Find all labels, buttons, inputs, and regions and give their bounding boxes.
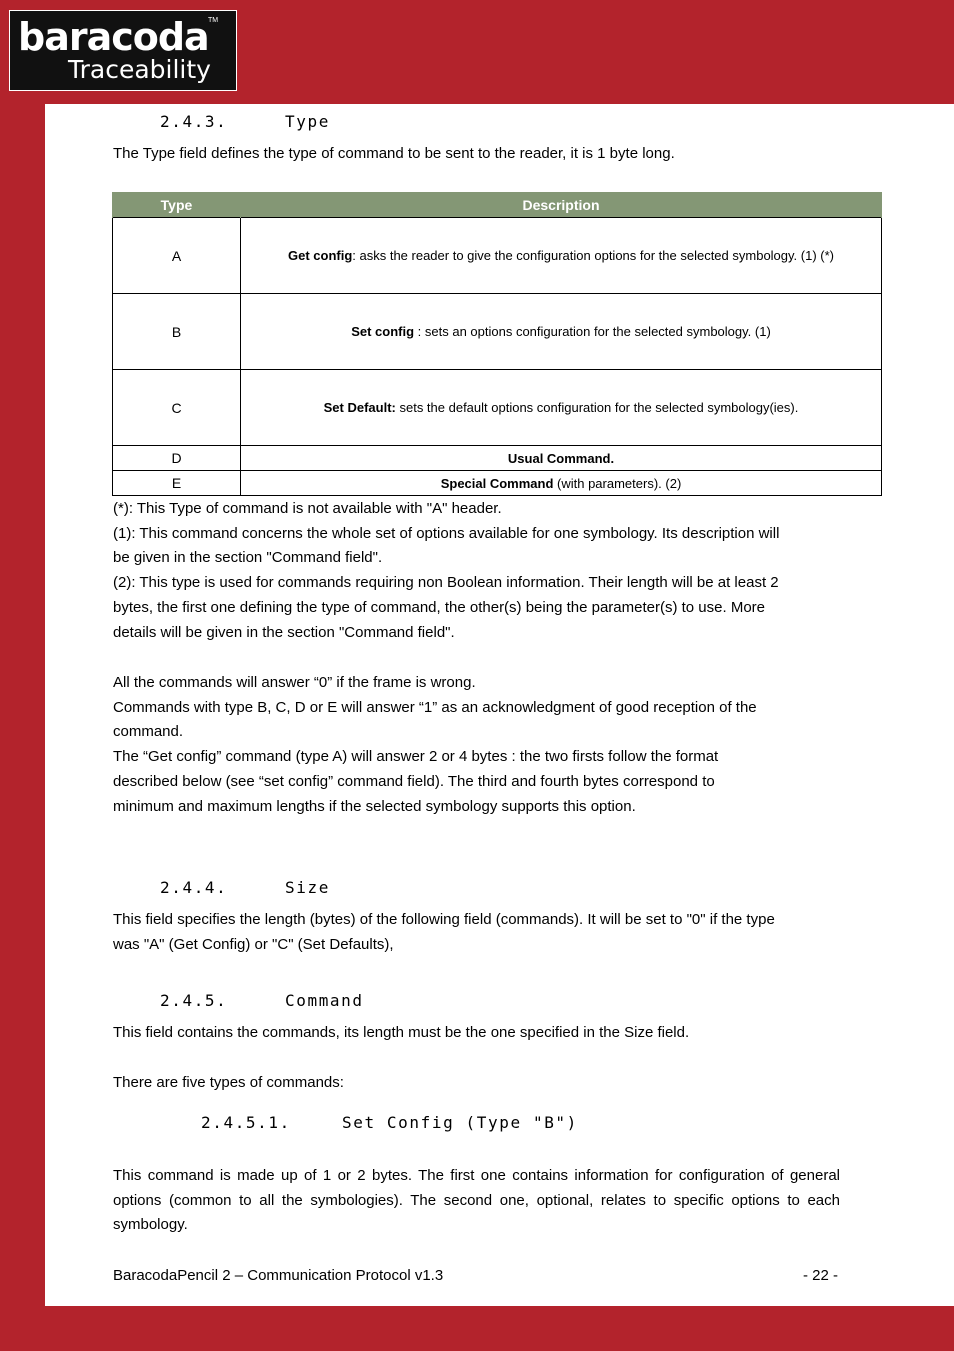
note-line: (2): This type is used for commands requiring non Boolean information. Their length will be at least 2 bbox=[113, 574, 779, 592]
section-title: Type bbox=[285, 112, 330, 131]
answer-line: Commands with type B, C, D or E will answer “1” as an acknowledgment of good reception of the bbox=[113, 698, 757, 716]
description-bold: Get config bbox=[287, 248, 353, 263]
description-cell bbox=[241, 471, 882, 496]
section-title: Size bbox=[285, 878, 330, 897]
five-types-text: There are five types of commands: bbox=[113, 1074, 344, 1091]
description-cell bbox=[241, 446, 882, 471]
section-number: 2.4.5.1. bbox=[201, 1113, 291, 1132]
description-rest: sets the default options configuration for the selected symbology(ies). bbox=[395, 400, 799, 415]
answer-line: The “Get config” command (type A) will answer 2 or 4 bytes : the two firsts follow the format bbox=[113, 748, 719, 766]
footer-page-number: - 22 - bbox=[803, 1267, 839, 1284]
section-number: 2.4.3. bbox=[160, 112, 228, 131]
column-header-type: Type bbox=[113, 192, 241, 218]
description-rest: : sets an options configuration for the selected symbology. (1) bbox=[414, 324, 771, 339]
description-cell bbox=[241, 218, 882, 294]
size-text bbox=[113, 908, 843, 957]
size-line: This field specifies the length (bytes) of the following field (commands). It will be set to "0" if the type bbox=[113, 911, 775, 928]
baracoda-logo bbox=[9, 10, 237, 91]
table-row bbox=[113, 370, 882, 446]
type-cell: D bbox=[113, 446, 241, 471]
section-title: Set Config (Type "B") bbox=[342, 1113, 578, 1132]
type-notes bbox=[113, 497, 843, 645]
logo-trademark: TM bbox=[208, 17, 219, 24]
type-intro-text: The Type field defines the type of command to be sent to the reader, it is 1 byte long. bbox=[113, 145, 675, 162]
type-cell: B bbox=[113, 294, 241, 370]
command-text: This field contains the commands, its length must be the one specified in the Size field. bbox=[113, 1024, 690, 1041]
table-row bbox=[113, 471, 882, 496]
description-cell bbox=[241, 294, 882, 370]
answers-text bbox=[113, 671, 843, 819]
description-bold: Set config bbox=[351, 324, 415, 339]
logo-brand: baracoda bbox=[18, 15, 209, 59]
type-table bbox=[112, 192, 882, 496]
answer-line: described below (see “set config” command field). The third and fourth bytes correspond to bbox=[113, 772, 715, 790]
answer-line: minimum and maximum lengths if the selected symbology supports this option. bbox=[113, 797, 636, 815]
note-line: bytes, the first one defining the type of command, the other(s) being the parameter(s) to use. More bbox=[113, 598, 766, 616]
section-title: Command bbox=[285, 991, 364, 1010]
note-line: be given in the section "Command field". bbox=[113, 549, 383, 567]
section-number: 2.4.5. bbox=[160, 991, 228, 1010]
column-header-description: Description bbox=[241, 192, 882, 218]
type-cell: C bbox=[113, 370, 241, 446]
description-cell bbox=[241, 370, 882, 446]
answer-line: All the commands will answer “0” if the frame is wrong. bbox=[113, 674, 476, 691]
footer-document-title: BaracodaPencil 2 – Communication Protocol v1.3 bbox=[113, 1267, 444, 1284]
table-row bbox=[113, 218, 882, 294]
note-line: (1): This command concerns the whole set of options available for one symbology. Its description will bbox=[113, 524, 780, 542]
note-line: details will be given in the section "Command field". bbox=[113, 623, 455, 641]
logo-subtitle: Traceability bbox=[68, 55, 211, 84]
description-bold: Usual Command. bbox=[507, 450, 615, 466]
description-bold: Set Default: bbox=[323, 400, 396, 415]
table-header-row bbox=[113, 192, 882, 218]
table-row bbox=[113, 446, 882, 471]
type-cell: A bbox=[113, 218, 241, 294]
size-line: was "A" (Get Config) or "C" (Set Defaults), bbox=[113, 935, 394, 953]
set-config-text: This command is made up of 1 or 2 bytes. The first one contains information for configuration of general options (common to all the symbologies). The second one, optional, relates to specific options to each symbology. bbox=[113, 1167, 840, 1234]
answer-line: command. bbox=[113, 723, 184, 741]
note-line: (*): This Type of command is not available with "A" header. bbox=[113, 500, 502, 517]
description-bold: Special Command bbox=[440, 475, 554, 491]
description-rest: : asks the reader to give the configuration options for the selected symbology. (1) (*) bbox=[352, 248, 834, 263]
table-row bbox=[113, 294, 882, 370]
type-cell: E bbox=[113, 471, 241, 496]
description-rest: (with parameters). (2) bbox=[553, 475, 682, 491]
section-number: 2.4.4. bbox=[160, 878, 228, 897]
